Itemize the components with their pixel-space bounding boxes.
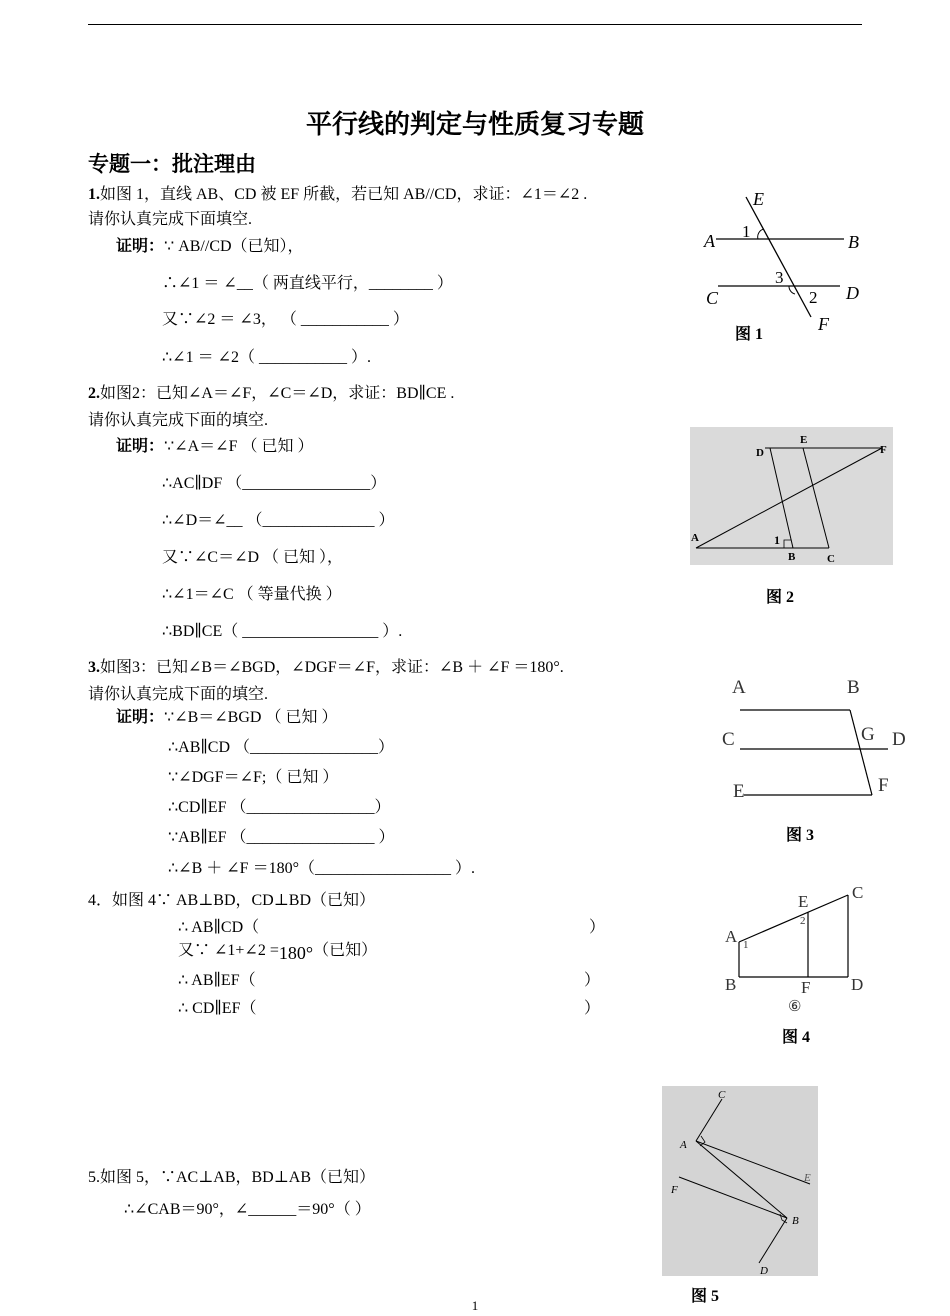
q4-line2-c: （已知） bbox=[313, 942, 378, 959]
q2-proof-line-2: ∴AC∥DF （________________） bbox=[162, 475, 387, 492]
fig3-label-a: A bbox=[732, 677, 746, 698]
fig2-label-a: A bbox=[691, 532, 699, 544]
fig2-label-f: F bbox=[880, 444, 887, 456]
figure-1 bbox=[696, 185, 866, 345]
fig3-line-bf bbox=[850, 710, 872, 795]
fig1-label-e: E bbox=[753, 189, 764, 209]
fig3-label-g: G bbox=[861, 724, 875, 745]
q4-line-1-close: ） bbox=[589, 919, 606, 936]
fig5-label-b: B bbox=[792, 1215, 799, 1227]
q1-prompt-text: 如图 1，直线 AB、CD 被 EF 所截，若已知 AB//CD，求证：∠1＝∠2 . bbox=[100, 186, 588, 203]
fig1-label-1: 1 bbox=[742, 222, 751, 241]
q2-proof-line-4: 又∵∠C＝∠D （ 已知 ）， bbox=[162, 549, 344, 566]
fig1-label-b: B bbox=[848, 232, 859, 252]
q3-prompt bbox=[88, 654, 564, 677]
fig2-label-e: E bbox=[800, 434, 808, 446]
q3-proof-label: 证明： bbox=[116, 709, 165, 726]
q1-proof-line-2: ∴∠1 ＝ ∠__（ 两直线平行，________ ） bbox=[162, 275, 453, 292]
fig4-label-e: E bbox=[798, 892, 809, 911]
fig4-caption: 图 4 bbox=[782, 1029, 811, 1046]
fig1-line-ef bbox=[746, 197, 811, 317]
q4-line-1: ∴ AB∥CD（ bbox=[178, 919, 260, 936]
fig1-label-f: F bbox=[818, 314, 829, 334]
fig3-label-d: D bbox=[892, 729, 906, 750]
fig4-label-2: 2 bbox=[800, 915, 806, 927]
q4-line2-a: 又∵ ∠1+∠2 = bbox=[178, 942, 279, 959]
header-rule bbox=[88, 24, 862, 25]
q1-number: 1. bbox=[88, 186, 100, 203]
fig2-label-c: C bbox=[827, 553, 835, 565]
figure-2 bbox=[690, 427, 893, 565]
fig5-background bbox=[662, 1086, 818, 1276]
q1-proof-line-3: 又∵∠2 ＝ ∠3， （ ___________ ） bbox=[162, 311, 409, 328]
section-heading: 专题一：批注理由 bbox=[88, 152, 256, 176]
figure-3 bbox=[718, 672, 910, 807]
q2-proof-line-1 bbox=[116, 433, 313, 456]
page-title: 平行线的判定与性质复习专题 bbox=[305, 110, 644, 140]
q2-instruction: 请你认真完成下面的填空. bbox=[88, 412, 269, 429]
fig1-label-c: C bbox=[706, 288, 719, 308]
fig1-caption: 图 1 bbox=[735, 326, 764, 343]
fig2-caption: 图 2 bbox=[766, 589, 795, 606]
q1-instruction: 请你认真完成下面填空. bbox=[88, 211, 253, 228]
fig1-angle-1-arc bbox=[758, 229, 764, 239]
q4-prompt: 4．如图 4∵ AB⊥BD，CD⊥BD（已知） bbox=[88, 892, 376, 909]
q3-proof-line-4: ∴CD∥EF （________________） bbox=[168, 799, 391, 816]
fig4-label-f: F bbox=[801, 978, 811, 997]
figure-4 bbox=[718, 878, 870, 1018]
q3-instruction: 请你认真完成下面的填空. bbox=[88, 686, 269, 703]
fig1-label-a: A bbox=[704, 231, 715, 251]
q2-prompt bbox=[88, 380, 454, 403]
fig2-label-b: B bbox=[788, 551, 796, 563]
fig4-label-circled-6: ⑥ bbox=[788, 999, 802, 1015]
fig3-label-f: F bbox=[878, 775, 889, 796]
fig3-label-b: B bbox=[847, 677, 860, 698]
fig3-label-e: E bbox=[733, 781, 745, 802]
fig4-label-a: A bbox=[725, 927, 738, 946]
q4-line-4-close: ） bbox=[584, 1000, 601, 1017]
fig5-label-c: C bbox=[718, 1089, 726, 1101]
fig4-label-b: B bbox=[725, 975, 737, 994]
q4-line-3-close: ） bbox=[584, 972, 601, 989]
q2-number: 2. bbox=[88, 385, 100, 402]
q2-proof-line-5: ∴∠1＝∠C （ 等量代换 ） bbox=[162, 586, 342, 603]
q1-line1-text: ∵ AB//CD（已知）， bbox=[164, 238, 304, 255]
q1-proof-label: 证明： bbox=[116, 238, 165, 255]
fig3-label-c: C bbox=[722, 729, 735, 750]
q3-proof-line-2: ∴AB∥CD （________________） bbox=[168, 739, 395, 756]
q4-line2-180: 180° bbox=[278, 943, 314, 963]
q3-proof-line-3: ∵∠DGF＝∠F;（ 已知 ） bbox=[168, 769, 339, 786]
q5-line-1: ∴∠CAB＝90°，∠______＝90°（ ） bbox=[124, 1201, 371, 1218]
q1-prompt bbox=[88, 181, 587, 204]
fig1-angle-2-arc bbox=[789, 286, 795, 294]
q2-prompt-text: 如图2：已知∠A＝∠F，∠C＝∠D，求证：BD∥CE . bbox=[100, 385, 455, 402]
fig4-line-ac bbox=[739, 895, 848, 942]
q3-prompt-text: 如图3：已知∠B＝∠BGD，∠DGF＝∠F，求证：∠B ＋ ∠F ＝180°. bbox=[100, 659, 564, 676]
q3-line1-text: ∵∠B＝∠BGD （ 已知 ） bbox=[164, 709, 338, 726]
fig5-label-a: A bbox=[680, 1139, 687, 1151]
q2-proof-line-6: ∴BD∥CE（ _________________ ）. bbox=[162, 623, 403, 640]
q2-proof-line-3: ∴∠D＝∠__ （______________ ） bbox=[162, 512, 395, 529]
fig2-label-1: 1 bbox=[774, 533, 780, 547]
fig1-label-d: D bbox=[846, 283, 859, 303]
q3-number: 3. bbox=[88, 659, 100, 676]
q3-proof-line-1 bbox=[116, 704, 337, 727]
q5-prompt: 5.如图 5，∵AC⊥AB，BD⊥AB（已知） bbox=[88, 1169, 376, 1186]
fig4-label-c: C bbox=[852, 883, 864, 902]
fig3-caption: 图 3 bbox=[786, 827, 815, 844]
q1-proof-line-1 bbox=[116, 233, 304, 256]
fig5-label-f: F bbox=[671, 1184, 678, 1196]
q2-proof-label: 证明： bbox=[116, 438, 165, 455]
q4-line-4: ∴ CD∥EF（ bbox=[178, 1000, 257, 1017]
q1-proof-line-4: ∴∠1 ＝ ∠2（ ___________ ）. bbox=[162, 349, 371, 366]
fig5-caption: 图 5 bbox=[691, 1288, 720, 1305]
q4-line-3: ∴ AB∥EF（ bbox=[178, 972, 256, 989]
fig1-label-3: 3 bbox=[775, 268, 784, 287]
fig4-label-d: D bbox=[851, 975, 864, 994]
q2-line1-text: ∵∠A＝∠F （ 已知 ） bbox=[164, 438, 314, 455]
page-number: 1 bbox=[471, 1298, 479, 1313]
fig1-label-2: 2 bbox=[809, 288, 818, 307]
q3-proof-line-6: ∴∠B ＋ ∠F ＝180°（_________________ ）. bbox=[168, 860, 475, 877]
fig5-label-d: D bbox=[760, 1265, 768, 1276]
q3-proof-line-5: ∵AB∥EF （________________ ） bbox=[168, 829, 395, 846]
fig5-label-e: E bbox=[804, 1172, 811, 1184]
figure-5 bbox=[662, 1086, 818, 1276]
q4-line-2 bbox=[178, 937, 378, 963]
fig4-label-1: 1 bbox=[743, 939, 749, 951]
fig2-label-d: D bbox=[756, 447, 764, 459]
